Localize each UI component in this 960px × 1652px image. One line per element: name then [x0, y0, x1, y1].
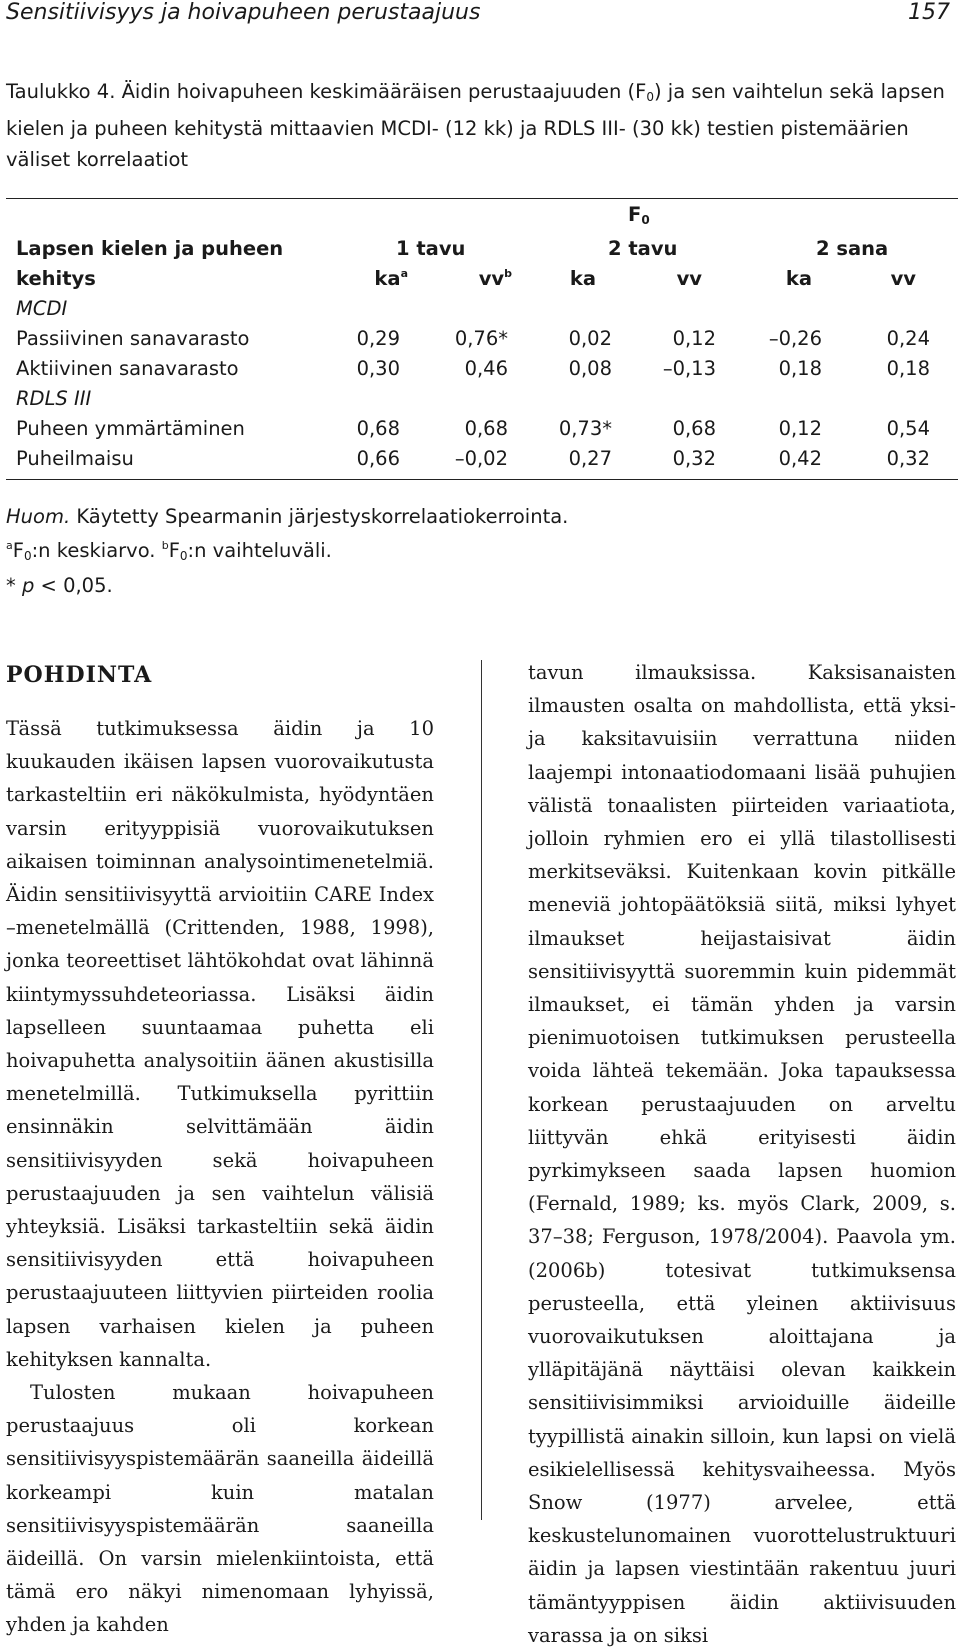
row-header-line2: kehitys — [16, 267, 96, 290]
caption-line1: Taulukko 4. Äidin hoivapuheen keskimääräisen perustaajuuden (F — [6, 80, 647, 103]
table-cell: 0,68 — [356, 417, 400, 440]
table-cell: 0,32 — [886, 447, 930, 470]
table-cell: 0,73* — [558, 417, 612, 440]
section-label-mcdi: MCDI — [16, 297, 68, 320]
sub-header-ka: $ka^a$ — [374, 267, 408, 290]
paragraph: Tulosten mukaan hoivapuheen perustaajuus oli korkean sensitiivisyyspistemäärän saaneilla äideillä korkeampi kuin matalan sensitiivisyyspistemäärän saaneilla äideillä. On varsin mielenkiintoista, että tämä ero näkyi nimenomaan lyhyissä, yhden ja kahden — [6, 1381, 434, 1637]
table-cell: 0,54 — [886, 417, 930, 440]
note-huom: Huom. Käytetty Spearmanin järjestyskorrelaatiokerrointa. — [6, 505, 569, 528]
correlation-table — [6, 198, 958, 480]
table-cell: 0,27 — [568, 447, 612, 470]
caption-line2: kielen ja puheen kehitystä mittaavien MCDI- (12 kk) ja RDLS III- (30 kk) testien pistemäärien — [6, 117, 909, 140]
col-group-2-sana: 2 sana — [816, 237, 889, 260]
table-cell: –0,26 — [768, 327, 822, 350]
note-ab: $^aF_0:n$ keskiarvo. $^bF_0:n$ vaihteluväli. — [6, 539, 332, 563]
sub-header-vv: vv — [676, 267, 702, 290]
col-group-2-tavu: 2 tavu — [608, 237, 678, 260]
row-label: Passiivinen sanavarasto — [16, 327, 250, 350]
section-title: POHDINTA — [6, 662, 153, 688]
table-cell: 0,68 — [672, 417, 716, 440]
table-cell: 0,12 — [778, 417, 822, 440]
row-label: Puheen ymmärtäminen — [16, 417, 245, 440]
table-cell: 0,30 — [356, 357, 400, 380]
left-column — [6, 656, 434, 1642]
table-cell: 0,46 — [464, 357, 508, 380]
table-cell: 0,76* — [454, 327, 508, 350]
column-divider — [481, 660, 482, 1520]
caption-line1-rest: ) ja sen vaihtelun sekä lapsen — [654, 80, 945, 103]
table-cell: 0,42 — [778, 447, 822, 470]
table-cell: –0,13 — [662, 357, 716, 380]
table-cell: 0,18 — [778, 357, 822, 380]
table-cell: 0,02 — [568, 327, 612, 350]
right-column — [528, 656, 956, 1652]
table-cell: 0,24 — [886, 327, 930, 350]
caption-sub: 0 — [646, 90, 654, 104]
table-cell: 0,18 — [886, 357, 930, 380]
col-group-1-tavu: 1 tavu — [396, 237, 466, 260]
table-cell: 0,66 — [356, 447, 400, 470]
sub-header-vv: vv — [890, 267, 916, 290]
note-p: * p < 0,05. — [6, 574, 113, 597]
row-header-line1: Lapsen kielen ja puheen — [16, 237, 284, 260]
page-number: 157 — [908, 0, 950, 25]
paragraph: Tässä tutkimuksessa äidin ja 10 kuukauden ikäisen lapsen vuorovaikutusta tarkasteltiin eri näkökulmista, hyödyntäen varsin erityyppisiä vuorovaikutuksen aikaisen toiminnan analysointimenetelmiä. Äidin sensitiivisyyttä arvioitiin CARE Index –menetelmällä (Crittenden, 1988, 1998), jonka teoreettiset lähtökohdat ovat lähinnä kiintymyssuhdeteoriassa. Lisäksi äidin lapselleen suuntaamaa puhetta eli hoivapuhetta analysoitiin äänen akustisilla menetelmillä. Tutkimuksella pyrittiin ensinnäkin selvittämään äidin sensitiivisyyden sekä hoivapuheen perustaajuuden ja sen vaihtelun välisiä yhteyksiä. Lisäksi tarkasteltiin sekä äidin sensitiivisyyden että hoivapuheen perustaajuuteen liittyvien piirteiden roolia lapsen varhaisen kielen ja puheen kehityksen kannalta. — [6, 717, 434, 1371]
group-header-f0: $F_0$ — [628, 203, 650, 227]
table-cell: 0,08 — [568, 357, 612, 380]
table-cell: 0,29 — [356, 327, 400, 350]
row-label: Puheilmaisu — [16, 447, 134, 470]
section-label-rdls: RDLS III — [16, 387, 92, 410]
running-title: Sensitiivisyys ja hoivapuheen perustaajuus — [6, 0, 481, 25]
caption-line3: väliset korrelaatiot — [6, 148, 189, 171]
table-cell: 0,12 — [672, 327, 716, 350]
sub-header-ka: ka — [785, 267, 812, 290]
table-caption — [6, 76, 954, 175]
running-header — [0, 0, 960, 24]
table-cell: –0,02 — [454, 447, 508, 470]
sub-header-vv: $vv^b$ — [478, 267, 512, 290]
sub-header-ka: ka — [569, 267, 596, 290]
table-notes — [6, 502, 568, 600]
row-label: Aktiivinen sanavarasto — [16, 357, 239, 380]
table-cell: 0,68 — [464, 417, 508, 440]
table-cell: 0,32 — [672, 447, 716, 470]
paragraph: tavun ilmauksissa. Kaksisanaisten ilmausten osalta on mahdollista, että yksi- ja kaksitavuisiin verrattuna niiden laajempi intonaatiodomaani lisää puhujien välistä tonaalisten piirteiden variaatiota, jolloin ryhmien ero ei yllä tilastollisesti merkitseväksi. Kuitenkaan kovin pitkälle meneviä johtopäätöksiä siitä, miksi lyhyet ilmaukset heijastaisivat äidin sensitiivisyyttä suoremmin kuin pidemmät ilmaukset, ei tämän yhden ja varsin pienimuotoisen tutkimuksen perusteella voida lähteä tekemään. Joka tapauksessa korkean perustaajuuden on arveltu liittyvän ehkä erityisesti äidin pyrkimykseen saada lapsen huomion (Fernald, 1989; ks. myös Clark, 2009, s. 37–38; Ferguson, 1978/2004). Paavola ym. (2006b) totesivat tutkimuksensa perusteella, että yleinen aktiivisuus vuorovaikutuksen aloittajana ja ylläpitäjänä näyttäisi olevan kaikkein sensitiivisimmiksi arvioiduille äideille tyypillistä ainakin silloin, kun lapsi on vielä esikielellisessä kehitysvaiheessa. Myös Snow (1977) arvelee, että keskustelunomainen vuorottelustruktuuri äidin ja lapsen viestintään rakentuu juuri tämäntyyppisen äidin aktiivisuuden varassa ja on siksi — [528, 661, 956, 1647]
